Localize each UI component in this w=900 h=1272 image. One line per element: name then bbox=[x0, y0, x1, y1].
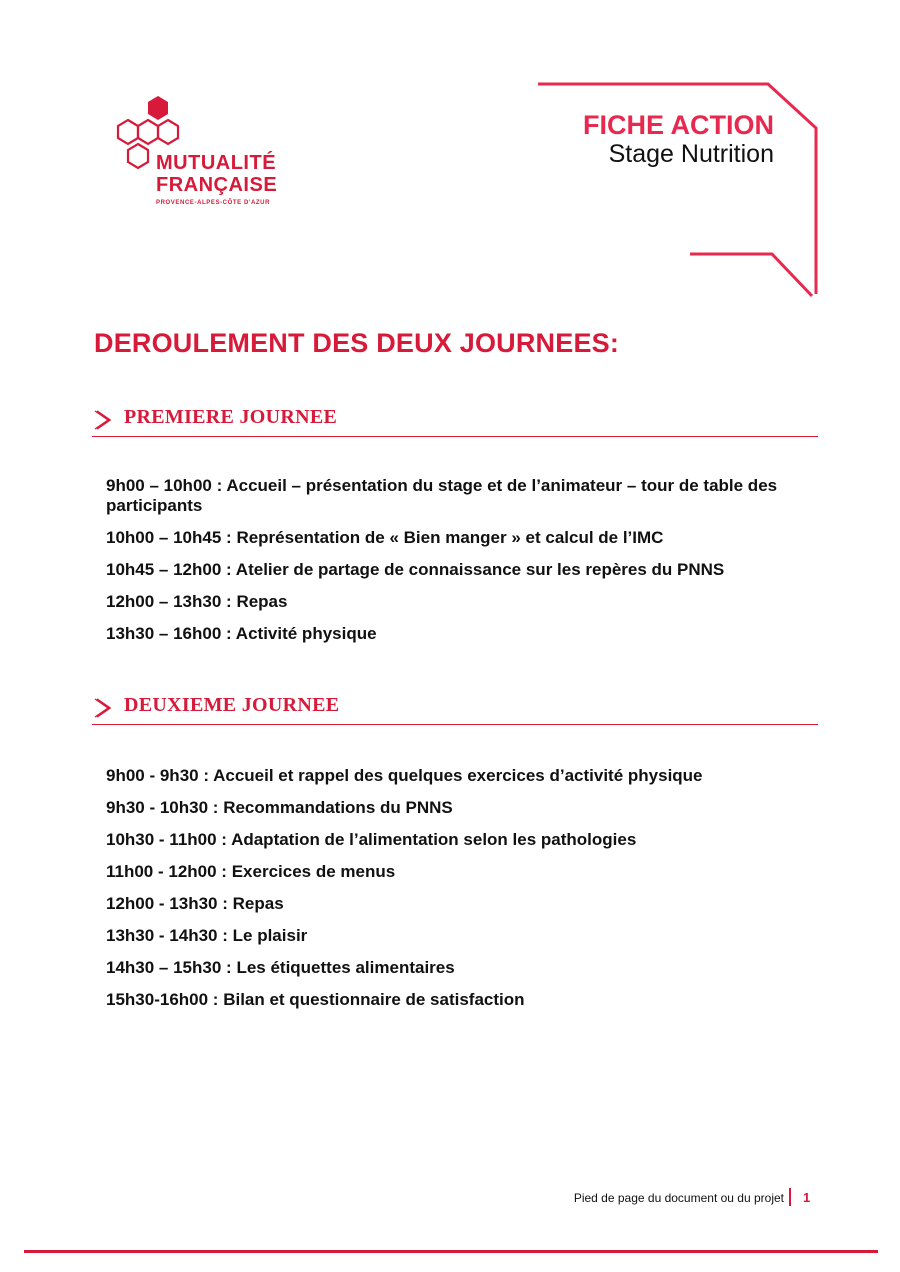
chevron-right-icon bbox=[92, 696, 116, 720]
day1-schedule bbox=[106, 476, 846, 656]
schedule-activity: Exercices de menus bbox=[231, 862, 396, 881]
schedule-activity: Atelier de partage de connaissance sur les repères du PNNS bbox=[235, 560, 725, 579]
schedule-item bbox=[106, 766, 846, 786]
schedule-item bbox=[106, 798, 846, 818]
schedule-item bbox=[106, 592, 846, 612]
logo-line2: FRANÇAISE bbox=[156, 174, 278, 196]
schedule-activity: Accueil – présentation du stage et de l’animateur – tour de table des participants bbox=[106, 476, 778, 515]
logo-line1: MUTUALITÉ bbox=[156, 152, 277, 174]
footer-text: Pied de page du document ou du projet bbox=[573, 1191, 784, 1205]
schedule-time: 12h00 - 13h30 : bbox=[106, 894, 228, 913]
schedule-activity: Adaptation de l’alimentation selon les pathologies bbox=[231, 830, 637, 849]
schedule-item bbox=[106, 624, 846, 644]
schedule-item bbox=[106, 958, 846, 978]
schedule-time: 9h30 - 10h30 : bbox=[106, 798, 219, 817]
section-day1-title: PREMIERE JOURNEE bbox=[124, 406, 338, 428]
main-heading: DEROULEMENT DES DEUX JOURNEES: bbox=[94, 328, 620, 358]
schedule-time: 9h00 - 9h30 : bbox=[106, 766, 209, 785]
schedule-time: 15h30-16h00 : bbox=[106, 990, 219, 1009]
schedule-activity: Les étiquettes alimentaires bbox=[236, 958, 455, 977]
schedule-item bbox=[106, 990, 846, 1010]
section-day2-header bbox=[92, 694, 818, 725]
schedule-time: 14h30 – 15h30 : bbox=[106, 958, 232, 977]
schedule-item bbox=[106, 894, 846, 914]
schedule-time: 13h30 – 16h00 : bbox=[106, 624, 232, 643]
schedule-item bbox=[106, 476, 846, 516]
schedule-activity: Repas bbox=[236, 592, 288, 611]
schedule-activity: Le plaisir bbox=[232, 926, 308, 945]
schedule-time: 10h30 - 11h00 : bbox=[106, 830, 227, 849]
schedule-activity: Représentation de « Bien manger » et calcul de l’IMC bbox=[236, 528, 664, 547]
chevron-right-icon bbox=[92, 408, 116, 432]
bottom-rule bbox=[24, 1250, 878, 1253]
schedule-time: 9h00 – 10h00 : bbox=[106, 476, 223, 495]
schedule-time: 10h00 – 10h45 : bbox=[106, 528, 232, 547]
day2-schedule bbox=[106, 766, 846, 1022]
schedule-activity: Recommandations du PNNS bbox=[223, 798, 453, 817]
schedule-activity: Accueil et rappel des quelques exercices d’activité physique bbox=[213, 766, 703, 785]
schedule-time: 13h30 - 14h30 : bbox=[106, 926, 228, 945]
schedule-item bbox=[106, 528, 846, 548]
schedule-activity: Repas bbox=[232, 894, 284, 913]
schedule-item bbox=[106, 926, 846, 946]
section-day1-header bbox=[92, 406, 818, 437]
section-day2-title: DEUXIEME JOURNEE bbox=[124, 694, 340, 716]
schedule-activity: Activité physique bbox=[235, 624, 377, 643]
schedule-time: 10h45 – 12h00 : bbox=[106, 560, 232, 579]
schedule-activity: Bilan et questionnaire de satisfaction bbox=[223, 990, 525, 1009]
page-number: 1 bbox=[803, 1190, 811, 1205]
schedule-time: 12h00 – 13h30 : bbox=[106, 592, 232, 611]
fiche-subtitle: Stage Nutrition bbox=[608, 140, 774, 168]
schedule-item bbox=[106, 862, 846, 882]
schedule-item bbox=[106, 560, 846, 580]
fiche-title: FICHE ACTION bbox=[583, 110, 774, 140]
schedule-item bbox=[106, 830, 846, 850]
logo-line3: PROVENCE-ALPES-CÔTE D'AZUR bbox=[156, 200, 271, 206]
schedule-time: 11h00 - 12h00 : bbox=[106, 862, 227, 881]
footer-separator bbox=[789, 1188, 791, 1206]
